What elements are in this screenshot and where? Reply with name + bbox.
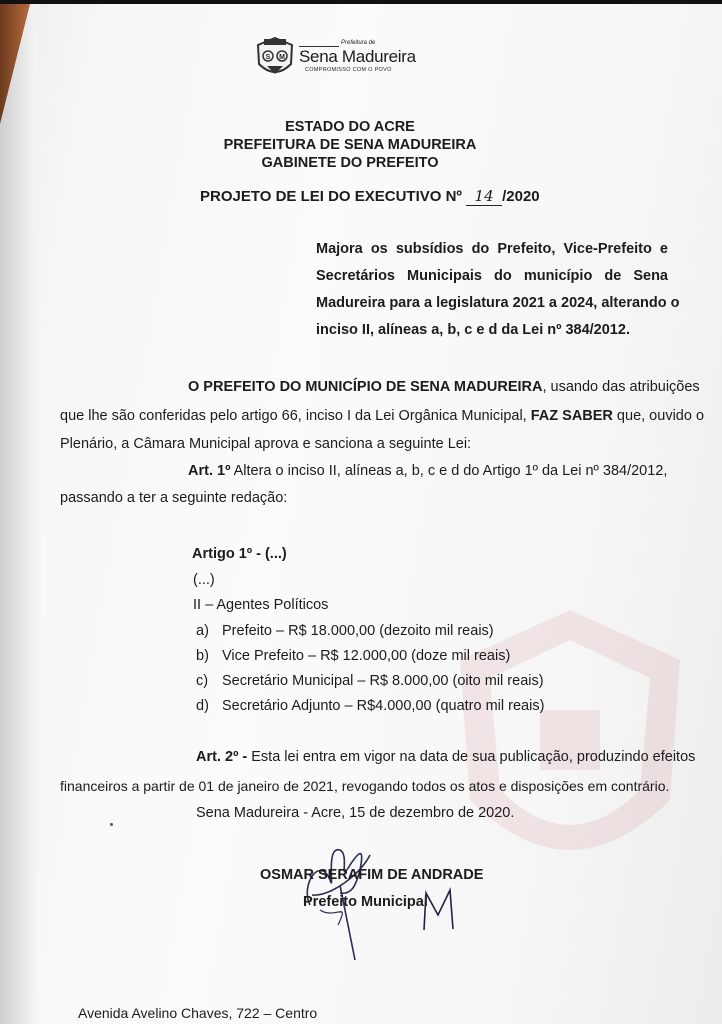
preamble-text: que lhe são conferidas pelo artigo 66, inciso I da Lei Orgânica Municipal, (60, 408, 531, 424)
list-item: Secretário Adjunto – R$4.000,00 (quatro mil reais) (222, 698, 545, 714)
list-item-letter: c) (196, 673, 209, 689)
bill-number-handwritten: 14 (466, 187, 502, 206)
signatory-role: Prefeito Municipal (303, 894, 428, 910)
bill-title-suffix: /2020 (502, 188, 540, 205)
shield-emblem-icon (255, 36, 295, 80)
quote-heading: Artigo 1º - (...) (192, 546, 287, 562)
emblem-letter: M (279, 54, 285, 61)
list-item: Secretário Municipal – R$ 8.000,00 (oito mil reais) (222, 673, 544, 689)
header-state: ESTADO DO ACRE (285, 119, 415, 135)
list-item-letter: a) (196, 623, 209, 639)
footer-address: Avenida Avelino Chaves, 722 – Centro (78, 1005, 318, 1021)
list-item: Vice Prefeito – R$ 12.000,00 (doze mil reais) (222, 648, 511, 664)
header-prefecture: PREFEITURA DE SENA MADUREIRA (223, 137, 477, 153)
summary-line: Majora os subsídios do Prefeito, Vice-Prefeito e (316, 241, 668, 257)
list-item-letter: b) (196, 648, 209, 664)
list-item: Prefeito – R$ 18.000,00 (dezoito mil reais) (222, 623, 494, 639)
signatory-name: OSMAR SERAFIM DE ANDRADE (260, 867, 484, 883)
preamble-authority: O PREFEITO DO MUNICÍPIO DE SENA MADUREIRA (188, 379, 543, 395)
article-2-label: Art. 2º - (196, 749, 248, 765)
quote-ellipsis: (...) (193, 572, 215, 588)
municipality-logo (255, 36, 425, 82)
article-1-text: Altera o inciso II, alíneas a, b, c e d do Artigo 1º da Lei nº 384/2012, (230, 463, 668, 479)
article-2-continuation: financeiros a partir de 01 de janeiro de 2021, revogando todos os atos e disposições em contrário. (60, 778, 670, 794)
logo-slogan: COMPROMISSO COM O POVO (305, 67, 392, 73)
logo-name: Sena Madureira (299, 47, 416, 66)
initial-mark-icon (420, 885, 460, 935)
article-2 (196, 748, 695, 766)
place-date: Sena Madureira - Acre, 15 de dezembro de 2020. (196, 805, 515, 821)
faz-saber: FAZ SABER (530, 408, 613, 424)
preamble-line-1 (188, 378, 700, 396)
article-1-continuation: passando a ter a seguinte redação: (60, 490, 288, 506)
quote-section: II – Agentes Políticos (193, 597, 329, 613)
top-edge (0, 0, 722, 4)
summary-line: Secretários Municipais do município de Sena (316, 268, 668, 284)
preamble-text: , usando das atribuições (542, 379, 700, 395)
preamble-line-2 (60, 407, 704, 425)
ink-dot (110, 823, 113, 826)
emblem-letter: S (265, 54, 271, 61)
bill-title (200, 187, 540, 206)
page-edge-shadow (0, 0, 42, 1024)
article-1-label: Art. 1º (188, 463, 231, 479)
preamble-line-3: Plenário, a Câmara Municipal aprova e sanciona a seguinte Lei: (60, 436, 472, 452)
summary-line: inciso II, alíneas a, b, c e d da Lei nº 384/2012. (316, 322, 630, 338)
article-1 (188, 462, 667, 480)
header-office: GABINETE DO PREFEITO (261, 155, 439, 171)
list-item-letter: d) (196, 698, 209, 714)
preamble-text: que, ouvido o (612, 408, 705, 424)
summary-line: Madureira para a legislatura 2021 a 2024, alterando o (316, 295, 680, 311)
article-2-text: Esta lei entra em vigor na data de sua publicação, produzindo efeitos (247, 749, 696, 765)
logo-small-text: Prefeitura de (341, 40, 376, 46)
bill-title-prefix: PROJETO DE LEI DO EXECUTIVO Nº (200, 188, 462, 205)
